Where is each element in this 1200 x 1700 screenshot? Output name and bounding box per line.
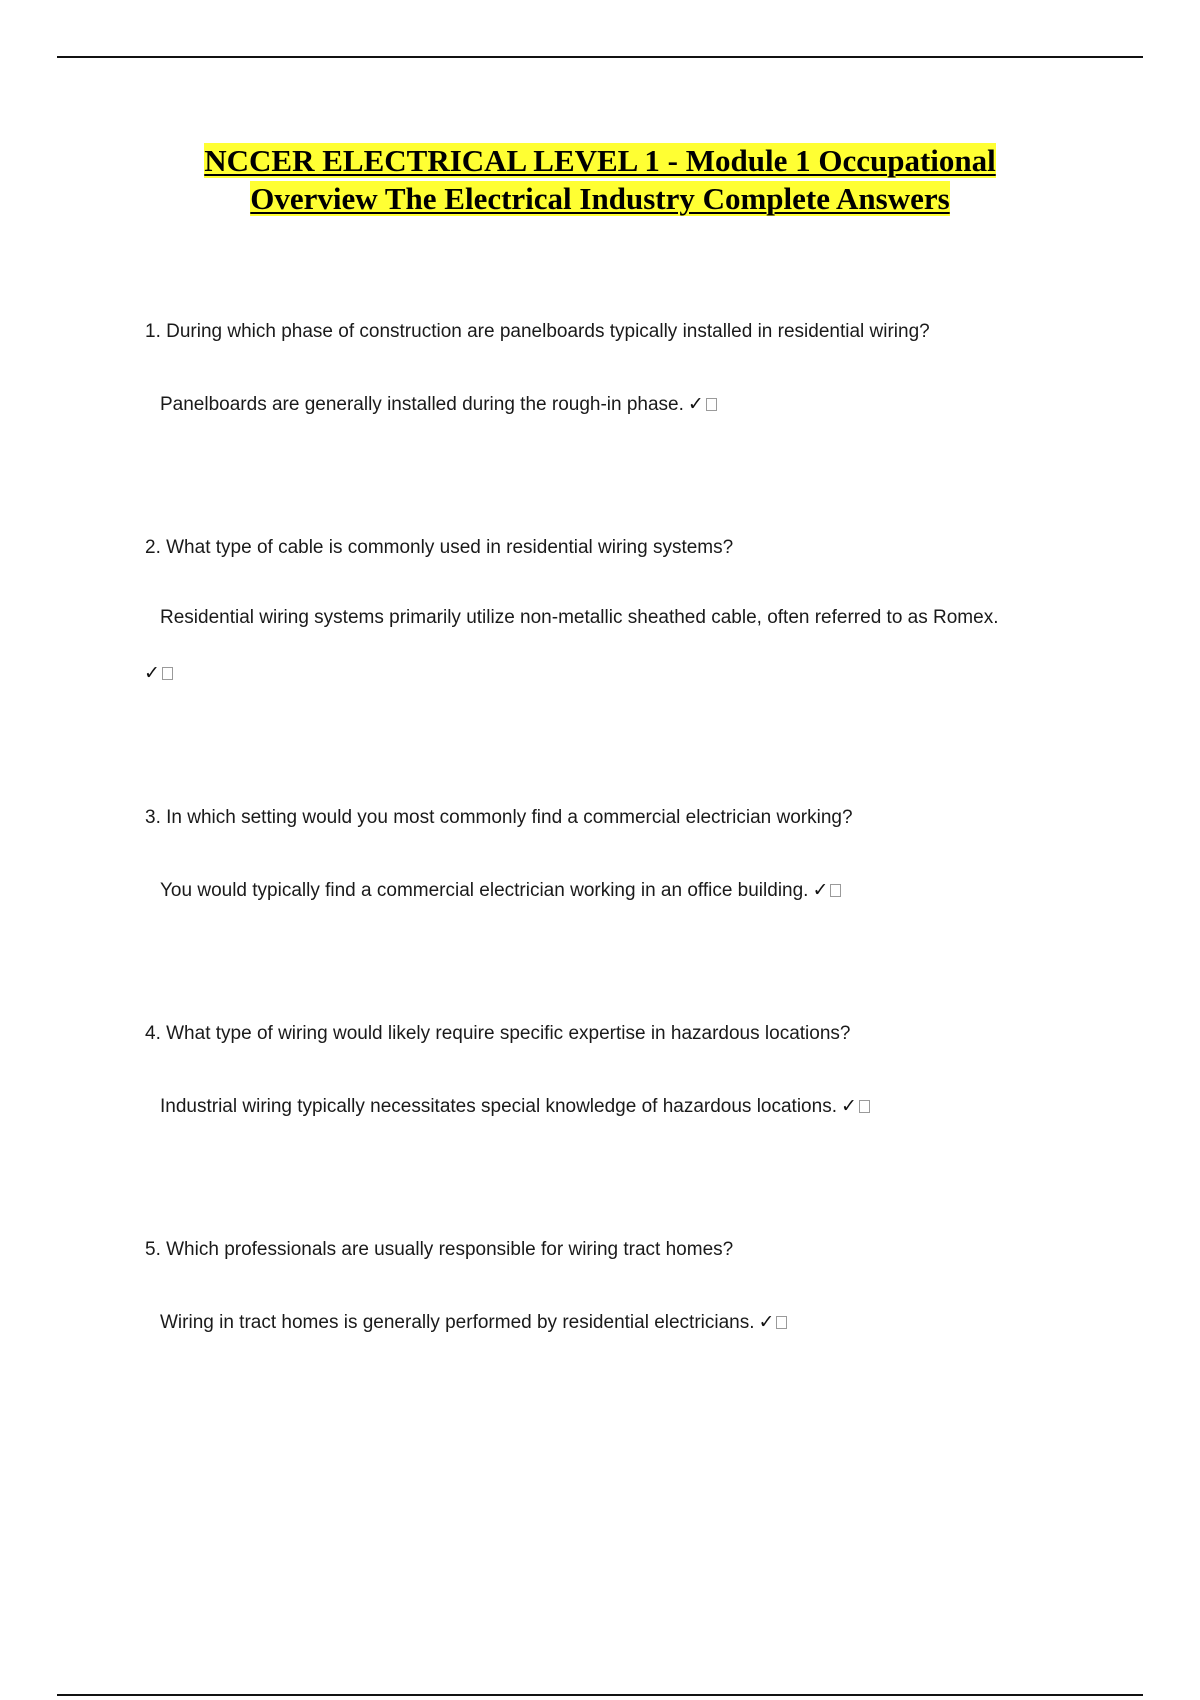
bottom-rule bbox=[57, 1694, 1143, 1696]
answer-label: Wiring in tract homes is generally performed by residential electricians. bbox=[160, 1312, 755, 1333]
question-text: 1. During which phase of construction are panelboards typically installed in residential wiring? bbox=[145, 321, 930, 342]
answer-text bbox=[160, 392, 717, 417]
checkbox-icon bbox=[776, 1316, 787, 1329]
answer-label: Panelboards are generally installed during the rough-in phase. bbox=[160, 394, 684, 415]
title-line-2: Overview The Electrical Industry Complete Answers bbox=[250, 181, 950, 216]
question-text: 3. In which setting would you most commonly find a commercial electrician working? bbox=[145, 807, 853, 828]
checkmark-icon: ✓ bbox=[144, 662, 160, 684]
answer-text bbox=[160, 1310, 787, 1335]
answer-label: Industrial wiring typically necessitates special knowledge of hazardous locations. bbox=[160, 1096, 837, 1117]
checkmark-icon: ✓ bbox=[812, 879, 829, 901]
question-text: 4. What type of wiring would likely require specific expertise in hazardous locations? bbox=[145, 1023, 851, 1044]
answer-label: You would typically find a commercial electrician working in an office building. bbox=[160, 880, 809, 901]
answer-text bbox=[160, 1094, 870, 1119]
top-rule bbox=[57, 56, 1143, 58]
question-text: 2. What type of cable is commonly used in residential wiring systems? bbox=[145, 537, 734, 558]
checkmark-icon: ✓ bbox=[758, 1311, 775, 1333]
document-title bbox=[0, 142, 1200, 218]
answer-text bbox=[160, 878, 841, 903]
answer-text: Residential wiring systems primarily utilize non-metallic sheathed cable, often referred to as Romex. bbox=[160, 607, 999, 628]
checkmark-icon: ✓ bbox=[687, 393, 704, 415]
question-text: 5. Which professionals are usually responsible for wiring tract homes? bbox=[145, 1239, 734, 1260]
answer-tail bbox=[144, 661, 173, 686]
checkmark-icon: ✓ bbox=[840, 1095, 857, 1117]
checkbox-icon bbox=[859, 1100, 870, 1113]
checkbox-icon bbox=[706, 398, 717, 411]
checkbox-icon bbox=[162, 667, 173, 680]
title-line-1: NCCER ELECTRICAL LEVEL 1 - Module 1 Occupational bbox=[204, 143, 996, 178]
checkbox-icon bbox=[830, 884, 841, 897]
